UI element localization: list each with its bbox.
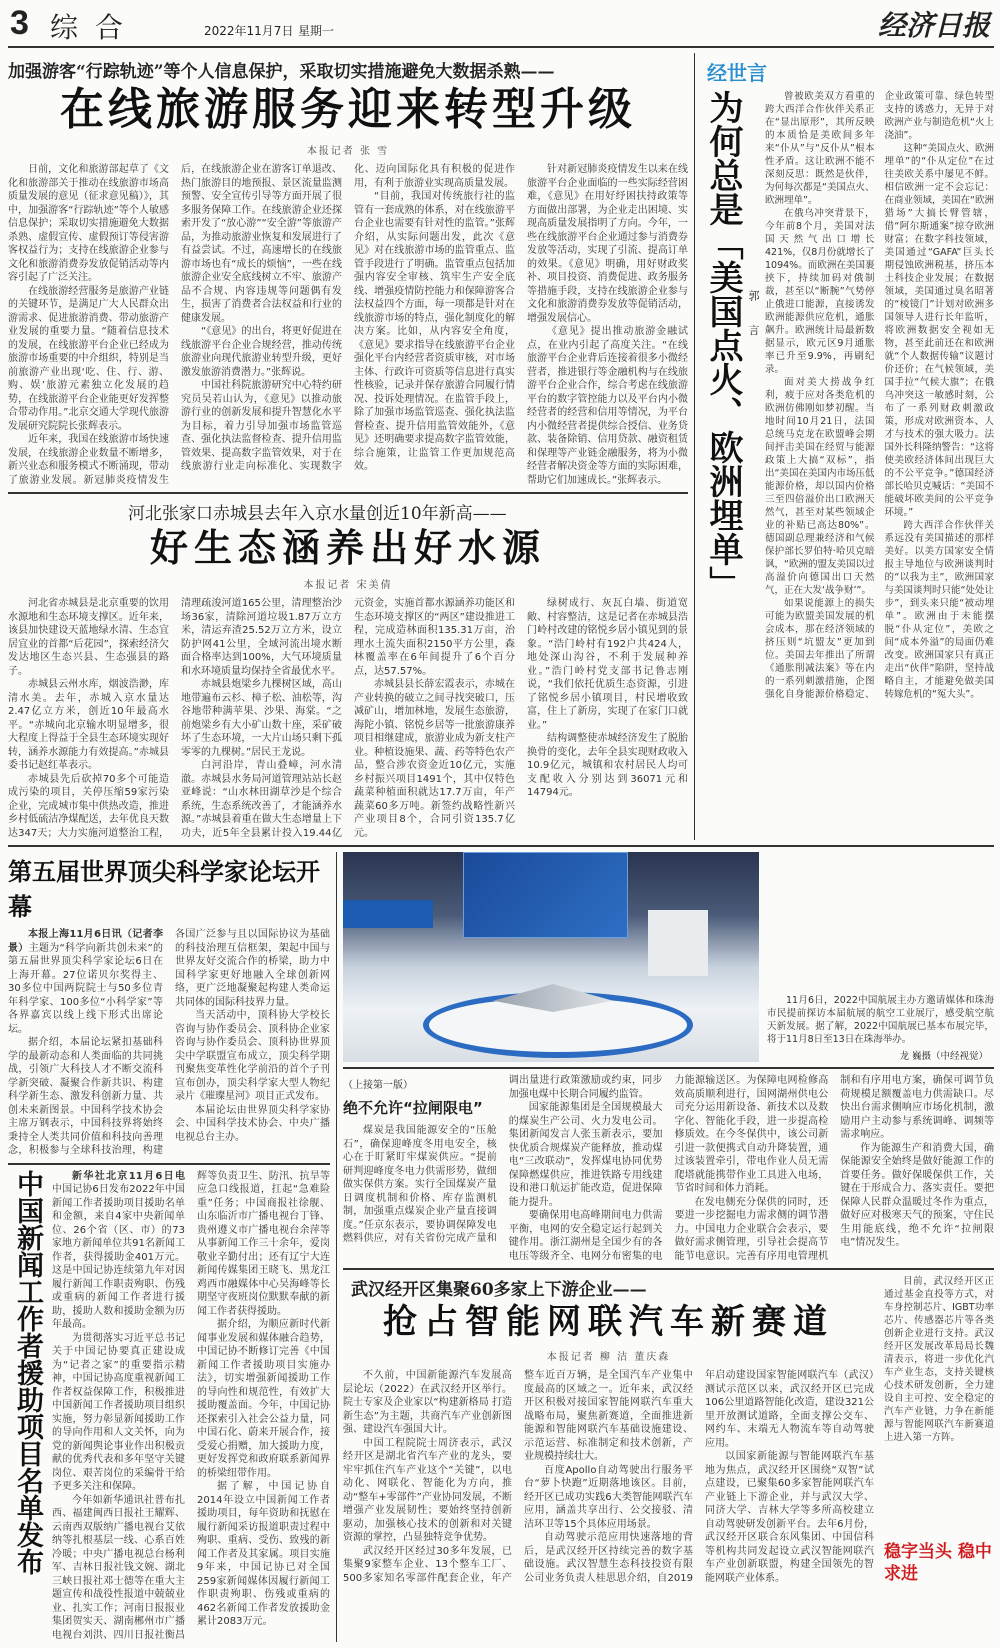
paragraph: 作为能源生产和消费大国，确保能源安全始终是做好能源工作的首要任务。做好保暖保供工作，关键在于形成合力、落实责任。要把保障人民群众温暖过冬作为重点，做好应对极寒天气的预案，守住民生用能底线，绝不允许“拉闸限电”情况发生。 (840, 1142, 994, 1248)
paragraph (8, 928, 163, 1036)
article-byline: 本报记者 张 雪 (306, 146, 390, 157)
paragraph: 针对新冠肺炎疫情发生以来在线旅游平台企业面临的一些实际经营困难，《意见》在用好纾困扶持政策等方面做出部署，为企业走出困境、实现高质量发展指明了方向。今年，一些在线旅游平台企业通过参与消费券发放等活动，实现了引流、提高订单的效果。《意见》明确，用好财政奖补、项目投资、消费促进、政务服务等措施手段，支持在线旅游企业参与文化和旅游消费券发放等促销活动，增强发展信心。 (527, 164, 688, 324)
article-tourism (8, 57, 688, 487)
paragraph: 河北省赤城县是北京重要的饮用水源地和生态环境支撑区。近年来，该县加快建设天蓝地绿水清、生态宜居宜业的首都“后花园”，探索经济欠发达地区生态兴县、生态强县的路子。 (8, 598, 169, 677)
top-section (8, 53, 994, 840)
paragraph: 煤炭是我国能源安全的“压舱石”，确保迎峰度冬用电安全，核心在于盯紧盯牢煤炭供应。“提前研判迎峰度冬电力供需形势，做细做实保供方案。实行全国煤炭产量日调度机制和价格、库存监测机制，加强重点煤炭企业产量直接调度。”任京东表示，要协调保障发电燃料供应，对有关省份完成产量和调出量进行政策激励或约束，同步加强电煤中长期合同履约监管。 (343, 1075, 663, 1244)
paragraph: 百度Apollo自动驾驶出行服务平台“萝卜快跑”近期落地该区。目前，经开区已成功实践6大类智能网联汽车应用，涵盖共享出行、公交接驳、清洁环卫等15个具体应用场景。 (524, 1464, 693, 1530)
photo-caption (759, 994, 994, 1062)
paragraph: 近年来，我国在线旅游市场快速发展，在线旅游企业数量不断增多，新兴业态和服务模式不断涌现，带动了旅游业发展。新冠肺炎疫情发生后，在线旅游企业在游客订单退改、热门旅游目的地预报、景区流量监测预警、安全宣传引导等方面开展了很多服务保障工作。在线旅游企业还探索开发了“放心游”“安全游”等旅游产品，为推动旅游业恢复和发展进行了有益尝试。不过，高速增长的在线旅游市场也有“成长的烦恼”，一些在线旅游企业安全底线树立不牢、旅游产品不合规、内容违规等问题偶有发生，损害了消费者合法权益和行业的健康发展。 (8, 164, 342, 486)
article-journalist-aid (8, 1170, 330, 1643)
paragraph: 当天活动中，顶科协大学校长咨询与协作委员会、顶科协企业家咨询与协作委员会、顶科协世界顶尖中学联盟宣布成立，顶尖科学期刊聚焦变革性化学前沿的首个子刊宣布创办，顶尖科学家大型人物纪录片《璀璨星河》项目正式发布。 (175, 1010, 330, 1102)
article-headline: 第五届世界顶尖科学家论坛开幕 (8, 858, 320, 921)
commentary-body (765, 90, 994, 701)
paragraph: “目前，我国对传统旅行社的监管有一套成熟的体系，对在线旅游平台企业也需要有针对性的监管。”张辉介绍，从实际问题出发，此次《意见》对在线旅游市场的监管重点、监管手段进行了明确。监管重点包括加强内容安全审核、筑牢生产安全底线、增强疫情防控能力和保障游客合法权益四个方面，每一项都是针对在线旅游市场的特点，强化制度化的解决方案。比如，从内容安全角度，《意见》要求指导在线旅游平台企业强化平台内经营者资质审核，对市场主体、行政许可资质等信息进行真实性核验，记录并保存旅游合同履行情况、投诉处理情况。在监管手段上，除了加强市场监管巡查、强化执法监督检查、提升信用监管效能外，《意见》还明确要求提高数字监管效能，综合施策，让监管工作更加规范高效。 (354, 191, 515, 472)
article-kicker: 武汉经开区集聚60多家上下游企业—— (351, 1280, 647, 1300)
wuhan-side (884, 1275, 994, 1585)
paragraph: 日前，文化和旅游部起草了《文化和旅游部关于推动在线旅游市场高质量发展的意见（征求意见稿）》，其中，加强游客“行踪轨迹”等个人敏感信息保护；采取切实措施避免大数据杀熟、虚假宣传、虚假预订等侵害游客权益行为；支持在线旅游企业参与文化和旅游消费券发放促销活动等内容引起了广泛关注。 (8, 164, 169, 283)
article-body (343, 1074, 994, 1263)
divider (343, 1268, 994, 1270)
paragraph: 在线旅游经营服务是旅游产业链的关键环节，是满足广大人民群众出游需求、促进旅游消费、带动旅游产业发展的重要力量。“随着信息技术的发展，在线旅游平台企业已经成为旅游市场重要的中介组织，特别是当前旅游产业出现‘吃、住、行、游、购、娱’旅游元素独立化发展的趋势，在线旅游平台企业能更好发挥整合带动作用。”北京交通大学现代旅游发展研究院院长张辉表示。 (8, 285, 169, 432)
paragraph: 以国家新能源与智能网联汽车基地为焦点，武汉经开区围绕“双智”试点建设，已聚集60多家智能网联汽车产业链上下游企业，并与武汉大学、同济大学、吉林大学等多所高校建立自动驾驶研发创新平台。去年6月份，武汉经开区联合东风集团、中国信科等机构共同发起设立武汉智能网联汽车产业创新联盟，构建全国领先的智能网联产业体系。 (705, 1451, 874, 1584)
caption-text: 11月6日，2022中国航展主办方邀请媒体和珠海市民提前探访本届航展的航空工业展厅，感受航空航天新发展。据了解，2022中国航展已基本布展完毕，将于11月8日至13日在珠海举办。 (767, 995, 994, 1045)
paragraph: 本届论坛由世界顶尖科学家协会、中国科学技术协会、中央广播电视总台主办。 (175, 1104, 330, 1143)
paragraph: 结构调整使赤城经济发生了脱胎换骨的变化，去年全县实现财政收入10.9亿元，城镇和农村居民人均可支配收入分别达到36071元和14794元。 (527, 733, 688, 798)
divider (8, 492, 688, 494)
wuhan-main (343, 1275, 874, 1585)
article-science-forum (8, 852, 330, 1158)
divider (343, 1067, 994, 1069)
paragraph: 据介绍，为顺应新时代新闻事业发展和媒体融合趋势，中国记协不断修订完善《中国新闻工作者援助项目实施办法》，切实增强新闻援助工作的导向性和规范性，有效扩大援助覆盖面。今年，中国记协还探索引入社会公益力量，同中国石化、蔚来开展合作，接受爱心捐赠，加大援助力度，更好发挥党和政府联系新闻界的桥梁纽带作用。 (197, 1319, 330, 1479)
article-power-supply (343, 1074, 994, 1263)
paragraph: 在发电侧充分保供的同时，还要进一步挖掘电力需求侧的调节潜力。中国电力企业联合会表示，要做好需求侧管理，引导社会提高节能节电意识。完善有序用电管理机制和有序用电方案，确保可调节负荷规模足额覆盖电力供需缺口。尽快出台需求侧响应市场化机制，激励用户主动参与系统调峰、调频等需求响应。 (674, 1075, 994, 1262)
article-body (52, 1170, 330, 1643)
article-byline: 本报记者 宋美倩 (303, 580, 393, 591)
bottom-right-stack (343, 852, 994, 1642)
article-wuhan (343, 1275, 994, 1585)
paragraph: 绿树成行、灰瓦白墙、街道宽敞、村容整洁，这是记者在赤城县浩门岭村改建的铭悦乡居小镇见到的景象。“浩门岭村有192户共424人，地处深山沟谷，不利于发展种养业。”浩门岭村党支部书记鲁志刚说，“我们依托优质生态资源，引进了铭悦乡居小镇项目，村民增收致富，住上了新房，实现了在家门口就业。” (527, 598, 688, 731)
continued-note: （上接第一版） (343, 1080, 413, 1091)
article-commentary (701, 53, 994, 840)
column-label: 经世言 (707, 61, 767, 85)
page-header (8, 0, 994, 46)
divider (336, 852, 337, 1642)
header-rule (8, 46, 994, 48)
paragraph: 赤城县云州水库，烟波浩渺，库清水美。去年，赤城入京水量达2.47亿立方米，创近10年最高水平。“赤城向北京输水明显增多，很大程度上得益于全县生态环境实现好转，涵养水源能力有效提高。”赤城县委书记赵红革表示。 (8, 679, 169, 771)
paragraph: 据介绍，本届论坛紧扣基础科学的最新动态和人类面临的共同挑战，引领广大科技人才不断交流科学新突破、凝聚合作新共识、构建科学新生态、激发科创新力量、共创未来新图景。中国科学技术协会主席万钢表示，中国科技界将始终秉持全人类共同价值和科技向善理念，积极参与全球科技治理，构建各国广泛参与且以国际协议为基础的科技治理互信框架，架起中国与世界友好交流合作的桥梁，助力中国科学家更好地融入全球创新网络，更广泛地凝聚起构建人类命运共同体的国际科技界力量。 (8, 929, 330, 1156)
paragraph: 如果说能源上的损失可能为欧盟美国发展的机会成本，那在经济领域的挤压则“坑盟友”更加到位。美国去年推出了所谓《通胀削减法案》等在内的一系列刺激措施，企图强化自身能源价格稳定、企业政策可靠、绿色转型支持的诱惑力，无异于对欧洲产业与制造危机“火上浇油”。 (765, 91, 994, 700)
paragraph: 不久前，中国新能源汽车发展高层论坛（2022）在武汉经开区举行。院士专家及企业家以“构建新格局 打造新生态”为主题，共商汽车产业创新图强、建设汽车强国大计。 (343, 1370, 512, 1435)
paragraph: 赤城县县长薛宏霞表示，赤城在产业转换的破立之间寻找突破口，压减矿山，增加林地，发展生态旅游，海陀小镇、铭悦乡居等一批旅游康养项目相继建成，旅游业成为新支柱产业。种植设施果、蔬、药等特色农产品，整合涉农资金近10亿元，实施乡村振兴项目1491个，其中仅特色蔬菜种植面积就达17.7万亩，年产蔬菜60多万吨。新签约战略性新兴产业项目8个，合同引资135.7亿元。 (354, 679, 515, 839)
paragraph (52, 1170, 185, 1332)
divider (8, 1163, 330, 1165)
article-kicker: 河北张家口赤城县去年入京水量创近10年新高—— (128, 504, 507, 524)
paragraph: 面对美大捞战争红利，疲于应对各类危机的欧洲仿佛刚如梦初醒。当地时间10月21日，法国总统马克龙在欧盟峰会期间抨击美国在经贸与能源政策上大搞“双标”，指出“美国在美国内市场压低能源价格，却以国内价格三至四倍溢价出口欧洲天然气，甚至对某些领域企业的补贴已高达80%”。德国副总理兼经济和气候保护部长罗伯特·哈贝克暗讽，“欧洲的盟友美国以过高溢价向德国出口天然气，正在大发‘战争财’”。 (765, 377, 875, 596)
paragraph: 据了解，中国记协自2014年设立中国新闻工作者援助项目，每年资助和抚慰在履行新闻采访报道职责过程中殉职、重病、受伤、致残的新闻工作者及其家属。项目实施9年来，中国记协已对全国259家新闻媒体因履行新闻工作职责殉职、伤残或重病的462名新闻工作者发放援助金累计2083万元。 (197, 1481, 330, 1627)
paragraph: 曾被欧美双方看重的跨大西洋合作伙伴关系正在“显出原形”，其所反映的本质恰是美欧间多年来“仆从”与“反仆从”根本性矛盾。这让欧洲不能不深刻反思：既然是伙伴，为何每次都是“美国点火、欧洲埋单”。 (765, 91, 875, 206)
article-kicker: 加强游客“行踪轨迹”等个人信息保护，采取切实措施避免大数据杀熟—— (8, 62, 555, 82)
commentary-content (701, 90, 994, 701)
article-hebei (8, 499, 688, 840)
bottom-left-stack (8, 852, 330, 1642)
page-number: 3 (10, 4, 29, 42)
commentary-headline: 为何总是「美国点火、欧洲埋单」 (703, 90, 743, 600)
article-byline: 本报记者 柳 洁 董庆森 (546, 1352, 671, 1363)
issue-weekday: 星期一 (298, 24, 335, 38)
paragraph: 赤城县先后砍掉70多个可能造成污染的项目，关停压缩59家污染企业，完成城市集中供热改造，推进乡村低硫洁净煤配送，去年优良天数达347天；大力实施河道整治工程，清理疏浚河道165公里，清理整治沙场36家，清除河道垃圾1.87万立方米，清运弃渣25.52万立方米，设立防护网41公里，全域河流出境水断面合格率达到100%，大气环境质量和水环境质量均保持全省最优水平。 (8, 598, 342, 839)
paragraph: “《意见》的出台，将更好促进在线旅游平台企业合规经营，推动传统旅游业向现代旅游业转型升级，更好激发旅游消费潜力。”张辉说。 (181, 326, 342, 378)
paragraph: 要确保用电高峰期间电力供需平衡，电网的安全稳定运行起到关键作用。浙江湖州是全国少有的各电压等级齐全、电网分布密集的电力能源输送区。为保障电网检修高效高质顺利进行，国网湖州供电公司充分运用新设备、新技术以及数字化、智能化手段，进一步提高检修质效。在今冬保供中，该公司新引进一款便携式自动升降装置，通过该装置牵引，带电作业人员无需爬塔就能携带作业工具进入电场，节省时间和体力消耗。 (508, 1075, 829, 1262)
divider (694, 53, 695, 840)
paragraph: 国家能源集团是全国规模最大的煤炭生产公司、火力发电公司。集团新闻发言人张玉新表示，要加快优质合规煤炭产能释放，推动煤电“三改联动”，发挥煤电协同优势保障燃煤供应，推进铁路专用线建设和港口航运扩能改造，促进保障能力提升。 (508, 1102, 663, 1208)
photo-block (343, 852, 994, 1062)
commentary-author: 郭 言 (747, 290, 760, 346)
dateline: 本报上海11月6日讯（记者李景） (8, 929, 163, 954)
paragraph: 这种“美国点火、欧洲埋单”的“仆从定位”在过往美欧关系中屡见不鲜。相信欧洲一定不会忘记：在商业领域，美国在“欧洲猎场”大搞长臂管辖，借“阿尔斯通案”掠夺欧洲财富；在数字科技领域，美国通过“GAFA”巨头长期侵蚀欧洲税基，挤压本土科技企业发展；在数据领域，美国通过臭名昭著的“棱镜门”计划对欧洲多国领导人进行长年监听，将欧洲数据安全视如无物，甚至此前还在和欧洲就“个人数据传输”议题讨价还价；在气候领域，美国手拉“气候大旗”；在俄乌冲突这一敏感时刻，公布了一系列财政刺激政策，形成对欧洲资本、人才与技术的强大吸力。法国外长科隆纳警告：“这将使美欧经济体间出现巨大的不公平竞争。”德国经济部长哈贝克喊话：“美国不能破坏欧美间的公平竞争环境。” (884, 143, 994, 518)
paragraph: 在俄乌冲突背景下，今年前8个月，美国对法国天然气出口增长421%，仅8月份就增长了1094%。而欧洲在美国裹挟下，持续加码对俄制裁，甚至以“断腕”气势停止俄进口能源，直接诱发欧洲能源供应危机，通胀飙升。欧洲统计局最新数据显示，欧元区9月通胀率已升至9.9%，再刷纪录。 (765, 208, 875, 375)
paragraph: 自动驾驶示范应用快速落地的背后，是武汉经开区持续完善的数字基础设施。武汉智慧生态科技投资有限公司业务负责人桂思思介绍，自2019年启动建设国家智能网联汽车（武汉）测试示范区以来，武汉经开区已完成106公里道路智能化改造，建设321公里开放测试道路，全面支撑公交车、网约车、末端无人物流车等自动驾驶应用。 (524, 1370, 874, 1584)
airshow-photo (343, 852, 759, 1062)
paragraph: 武汉经开区经过30多年发展，已集聚9家整车企业、13个整车工厂、500多家知名零部件配套企业，年产整车近百万辆，是全国汽车产业集中度最高的区域之一。近年来，武汉经开区积极对接国家智能网联汽车重大战略布局，聚焦新赛道，全面推进新能源和智能网联汽车基础设施建设、示范运营、标准制定和技术创新，产业规模持续壮大。 (343, 1370, 693, 1584)
bottom-section (8, 852, 994, 1642)
paragraph-text: 主题为“科学向新共创未来”的第五届世界顶尖科学家论坛6日在上海开幕。27位诺贝尔奖得主、30多位中国两院院士与50多位青年科学家、100多位“小科学家”等各界嘉宾以线上线下形式出席论坛。 (8, 942, 163, 1035)
article-headline: 抢占智能网联汽车新赛道 (383, 1302, 834, 1342)
paragraph: 跨大西洋合作伙伴关系远没有美国描述的那样美好。以美方国家安全情报主导地位与欧洲谈判时的“以我为主”，欧洲国家与美国谈判时只能“处处让步”，到头来只能“被动埋单”。欧洲由于未能摆脱“仆从定位”，美欧之间“成本外溢”的局面仍难改变。欧洲国家只有真正走出“伙伴”陷阱，坚持战略自主，才能避免做美国转嫁危机的“冤大头”。 (884, 520, 994, 700)
subheading: 绝不允许“拉闸限电” (343, 1099, 483, 1117)
paragraph: 为贯彻落实习近平总书记关于中国记协要真正建设成为“记者之家”的重要指示精神，中国记协高度重视新闻工作者权益保障工作，积极推进中国新闻工作者援助项目组织实施，努力彰显新闻援助工作的导向作用和人文关怀，向为党的新闻舆论事业作出积极贡献的优秀代表和多年坚守关键岗位、艰苦岗位的采编骨干给予更多关注和保障。 (52, 1332, 185, 1492)
divider (8, 845, 994, 847)
paragraph: 目前，武汉经开区正通过基金直投等方式，对车身控制芯片、IGBT功率芯片、传感器芯片等各类创新企业进行支持。武汉经开区发展改革局局长魏清表示，将进一步优化汽车产业生态，支持关键核心技术研发创新，全力建设自主可控、安全稳定的汽车产业链，力争在新能源与智能网联汽车新赛道上进入第一方阵。 (884, 1276, 994, 1443)
paragraph: 中国工程院院士周济表示，武汉经开区是湖北省汽车产业的龙头，要牢牢抓住汽车产业这个“关键”，以电动化、网联化、智能化为方向，推动“整车+零部件”产业协同发展，不断增强产业发展韧性；要始终坚持创新驱动，加强核心技术的创新和对关键资源的掌控，凸显独特竞争优势。 (343, 1437, 512, 1543)
slogan-banner: 稳字当头 稳中求进 (884, 1542, 992, 1584)
dateline: 新华社北京11月6日电 (72, 1170, 185, 1182)
article-body (8, 163, 688, 487)
article-body (8, 928, 330, 1158)
paragraph: 白河沿岸，青山叠嶂，河水清澈。赤城县水务局河道管理站站长赵亚峰说：“山水林田湖草沙是个综合系统，生态系统改善了，才能涵养水源。”赤城县着重在做大生态增量上下功夫，近5年全县累计投入19.44亿元资金，实施首都水源涵养功能区和生态环境支撑区的“两区”建设推进工程，完成造林面积135.31万亩，治理水土流失面积2150平方公里，森林覆盖率在6年间提升了6个百分点，达57.57%。 (181, 598, 515, 839)
top-left-stack (8, 53, 688, 840)
article-body (8, 597, 688, 840)
photo-credit: 龙 巍摄（中经视觉） (899, 1051, 988, 1062)
paragraph: 今年如新华通讯社普布扎西、福建闽西日报社王耀辉、云南西双版纳广播电视台艾依纳等扎根基层一线、心系百姓冷暖；中央广播电视总台杨利军、吉林日报社钱文婉、湖北三峡日报社邓士德等在重大主题宣传和战役性报道中兢兢业业、扎实工作；河南日报报业集团贺实天、湖南郴州市广播电视台刘洪、四川日报社衡昌辉等负责卫生、防汛、抗旱等应急口线报道，扛起“急难险重”任务；中国商报社徐舰、山东临沂市广播电视台丁锋、贵州遵义市广播电视台余萍等从事新闻工作三十余年，爱岗敬业辛勤付出；还有辽宁大连新闻传媒集团王晓飞、黑龙江鸡西市融媒体中心吴海峰等长期坚守夜班岗位默默奉献的新闻工作者获得援助。 (52, 1170, 330, 1641)
masthead-logo: 经济日报 (877, 9, 990, 42)
article-headline: 在线旅游服务迎来转型升级 (60, 84, 636, 135)
paragraph: 赤城县炮梁乡九棵树区域，高山地带遍布云杉、樟子松、油松等，沟谷地带种满苹果、沙果、海棠。“之前炮梁乡有大小矿山数十座，采矿破坏了生态环境，一大片山场只剩下孤零零的九棵树。”居民王龙说。 (181, 679, 342, 758)
section-name: 综 合 (50, 11, 127, 44)
article-headline: 好生态涵养出好水源 (149, 525, 546, 570)
issue-date: 2022年11月7日 (204, 24, 294, 38)
paragraph: 中国社科院旅游研究中心特约研究员吴若山认为，《意见》以推动旅游行业的创新发展和提升智慧化水平为目标，着力引导加强市场监管巡查、强化执法监督检查、提升信用监管效果、提高数字监管效果，对于在线旅游行业走向标准化、实现数字化、迈向国际化具有积极的促进作用，有利于旅游业实现高质量发展。 (181, 164, 515, 472)
paragraph-text: 中国记协6日发布2022年中国新闻工作者援助项目援助名单和金额，来自4家中央新闻单位、26个省（区、市）的73家地方新闻单位共91名新闻工作者，获得援助金401万元。这是中国记协连续第九年对因履行新闻工作职责殉职、伤残或重病的新闻工作者进行援助，援助人数和援助金额为历年最高。 (52, 1184, 185, 1330)
article-body (343, 1369, 874, 1585)
article-headline: 中国新闻工作者援助项目名单发布 (12, 1169, 43, 1575)
paragraph: 《意见》提出推动旅游金融试点，在业内引起了高度关注。“在线旅游平台企业背后连接着很多小微经营者，推进银行等金融机构与在线旅游平台企业合作，综合考虑在线旅游平台的数字管控能力以及平台内小微经营者的经营和信用等情况，为平台内小微经营者提供综合授信、业务贷款、装备除销、信用贷款、融资租赁和保理等产业链金融服务，将为小微经营者解决资金等方面的实际困难，帮助它们加速成长。”张辉表示。 (527, 326, 688, 486)
